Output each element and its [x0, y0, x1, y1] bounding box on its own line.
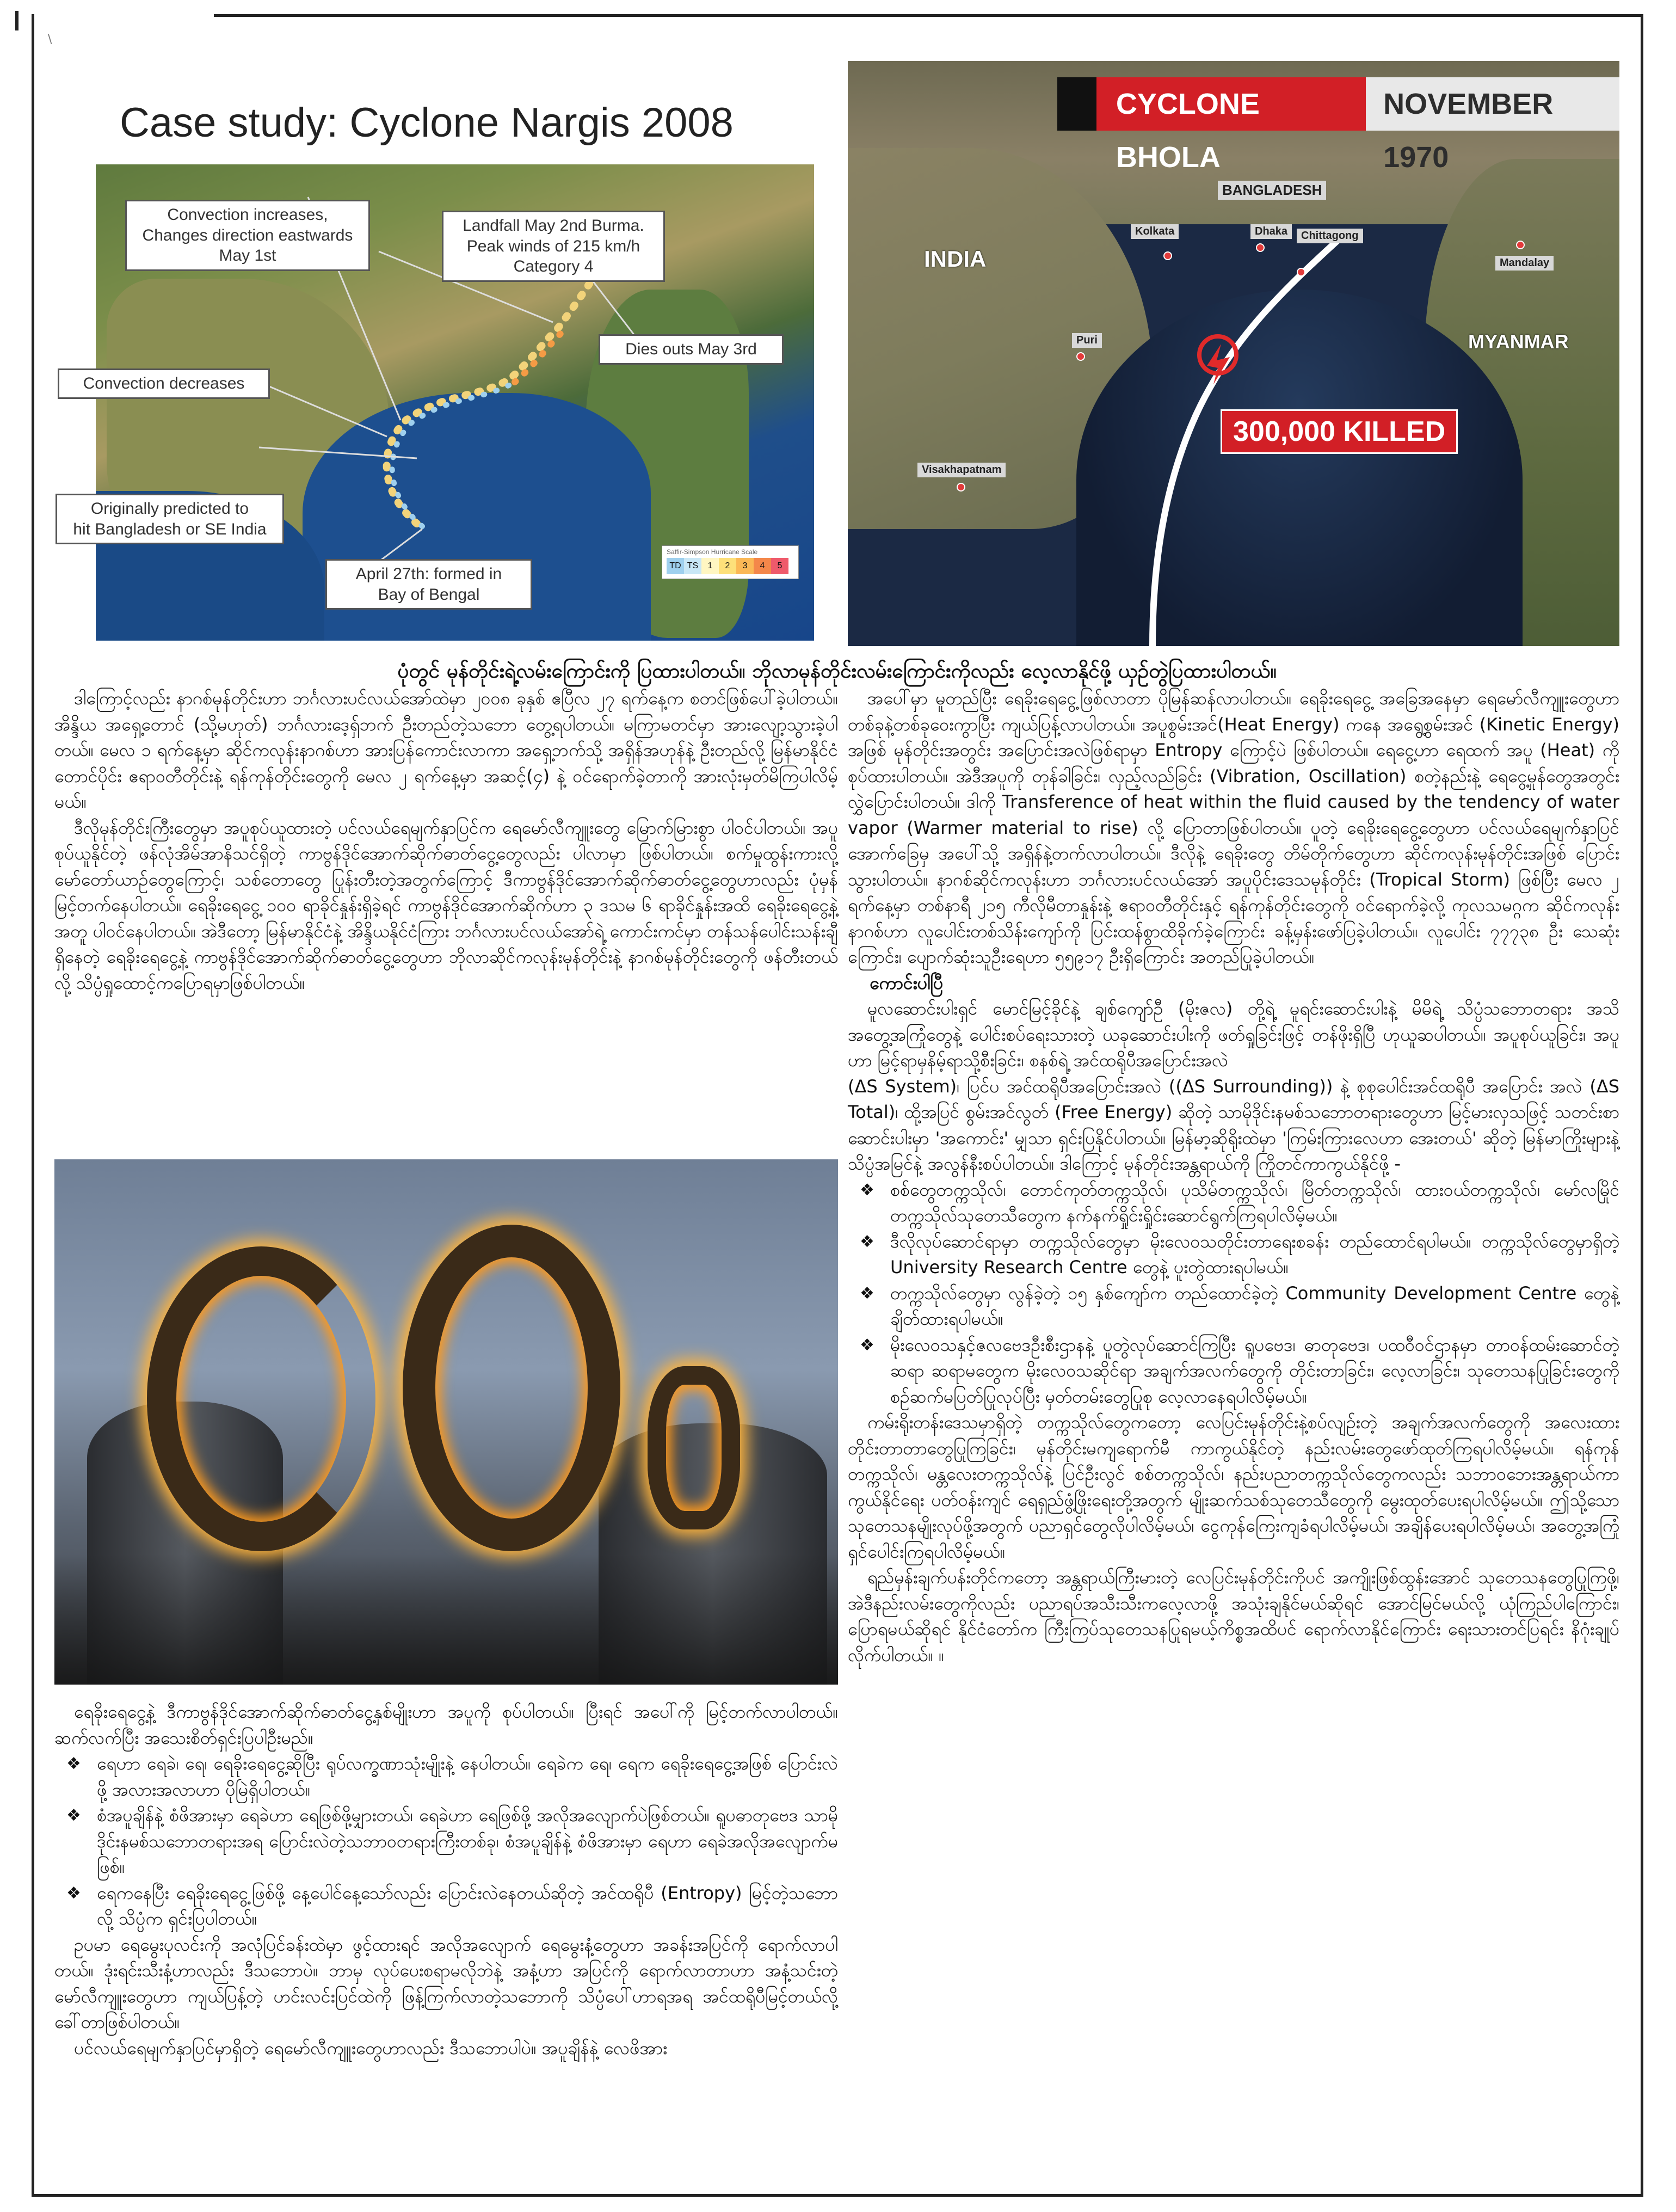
right-bullet: ❖ တက္ကသိုလ်တွေမှာ လွန်ခဲ့တဲ့ ၁၅ နှစ်ကျော်က တည်ထောင်ခဲ့တဲ့ Community Development Centre တွေနဲ့ ချိတ်ထားရပါမယ်။ [848, 1281, 1619, 1332]
legend-cat5: 5 [771, 558, 788, 574]
callout-landfall: Landfall May 2nd Burma. Peak winds of 215 km/h Category 4 [442, 211, 665, 282]
left-paragraph-4: ဥပမာ ရေမွေးပုလင်းကို အလုံပြင်ခန်းထဲမှာ ဖွင့်ထားရင် အလိုအလျောက် ရေမွေးနံ့တွေဟာ အခန်းအပြင်ကို ရောက်လာပါတယ်။ ဒုံးရင်းသီးနံ့ဟာလည်း ဒီသဘောပဲ။ ဘာမှ လုပ်ပေးစရာမလိုဘဲနဲ့ အနံ့ဟာ အပြင်ကို ရောက်လာတာဟာ အနံ့သင်းတဲ့မော်လီကျူးတွေဟာ ကျယ်ပြန့်တဲ့ ဟင်းလင်းပြင်ထဲကို ဖြန့်ကြက်လာတဲ့သဘောကို သိပ္ပံပေါ်ဟာရအရ အင်ထရိုပီမြင့်တယ်လို့ ခေါ်တာဖြစ်ပါတယ်။ [54, 1934, 838, 2032]
co2-photo [54, 1159, 838, 1685]
legend-cat4: 4 [754, 558, 771, 574]
fire-letter-2 [648, 1366, 740, 1529]
nargis-figure [54, 61, 816, 646]
bhola-name: CYCLONE BHOLA [1096, 77, 1366, 131]
figure-caption: ပုံတွင် မုန်တိုင်းရဲ့လမ်းကြောင်းကို ပြထားပါတယ်။ ဘိုလာမုန်တိုင်းလမ်းကြောင်းကိုလည်း လေ့လာနိုင်ဖို့ ယှဉ်တွဲပြထားပါတယ်။ [397, 659, 1277, 683]
right-paragraph-1: အပေါ်မှာ မူတည်ပြီး ရေခိုးရေငွေ့ဖြစ်လာတာ ပိုမြန်ဆန်လာပါတယ်။ ရေခိုးရေငွေ့ အခြေအနေမှာ ရေမော်လီကျူးတွေဟာ တစ်ခုနဲ့တစ်ခုဝေးကွာပြီး ကျယ်ပြန့်လာပါတယ်။ အပူစွမ်းအင်(Heat Energy) ကနေ အရွေ့စွမ်းအင် (Kinetic Energy) အဖြစ် မုန်တိုင်းအတွင်း အပြောင်းအလဲဖြစ်ရာမှာ Entropy ကြောင့်ပဲ ဖြစ်ပါတယ်။ ရေငွေ့ဟာ ရေထက် အပူ (Heat) ကို စုပ်ထားပါတယ်။ အဲဒီအပူကို တုန်ခါခြင်း၊ လှည့်လည်ခြင်း (Vibration, Oscillation) စတဲ့နည်းနဲ့ ရေငွေ့မှုန်တွေအတွင်း လွှဲပြောင်းပါတယ်။ ဒါကို Transference of heat within the fluid caused by the tendency of water vapor (Warmer material to rise) လို့ ပြောတာဖြစ်ပါတယ်။ ပူတဲ့ ရေခိုးရေငွေ့တွေဟာ ပင်လယ်ရေမျက်နှာပြင် အောက်ခြေမှ အပေါ်သို့ အရှိန်နဲ့တက်လာပါတယ်။ ဒီလိုနဲ့ ရေခိုးတွေ တိမ်တိုက်တွေဟာ ဆိုင်ကလုန်းမုန်တိုင်းအဖြစ် ပြောင်းသွားပါတယ်။ နာဂစ်ဆိုင်ကလုန်းဟာ ဘင်္ဂလားပင်လယ်အော် အပူပိုင်းဒေသမုန်တိုင်း (Tropical Storm) ဖြစ်ပြီး မေလ ၂ ရက်နေ့မှာ တစ်နာရီ ၂၁၅ ကီလိုမီတာနှုန်းနဲ့ ဧရာဝတီတိုင်းနှင့် ရန်ကုန်တိုင်းတွေကို ဝင်ရောက်ခဲ့လို့ ကုလသမဂ္ဂက ဆိုင်ကလုန်းနာဂစ်ဟာ လူပေါင်းတစ်သိန်းကျော်ကို ပြင်းထန်စွာထိခိုက်ခဲ့ကြောင်း ခန့်မှန်းဖော်ပြခဲ့ပါတယ်။ လူပေါင်း ၇၇၇၃၈ ဦး သေဆုံးကြောင်း၊ ပျောက်ဆုံးသူဦးရေဟာ ၅၅၉၁၇ ဦးရှိကြောင်း အတည်ပြုခဲ့ပါတယ်။ [848, 688, 1619, 967]
right-heading: ကောင်းပါပြီ [870, 972, 944, 993]
callout-may1: Convection increases, Changes direction eastwards May 1st [125, 200, 370, 271]
right-bullet-list [848, 1177, 1619, 1410]
right-column [848, 686, 1619, 1668]
bhola-header [1057, 77, 1619, 174]
left-column [54, 686, 838, 996]
legend-td: TD [667, 558, 684, 574]
label-myanmar: MYANMAR [1468, 330, 1569, 353]
left-paragraph-5: ပင်လယ်ရေမျက်နှာပြင်မှာရှိတဲ့ ရေမော်လီကျူးတွေဟာလည်း ဒီသဘောပါပဲ။ အပူချိန်နဲ့ လေဖိအား [74, 2037, 668, 2059]
right-paragraph-3: ကမ်းရိုးတန်းဒေသမှာရှိတဲ့ တက္ကသိုလ်တွေကတော့ လေပြင်းမုန်တိုင်းနဲ့စပ်လျဉ်းတဲ့ အချက်အလက်တွေကို အလေးထားတိုင်းတာတာတွေပြုကြခြင်း၊ မုန်တိုင်းမကျရောက်မီ ကာကွယ်နိုင်တဲ့ နည်းလမ်းတွေဖော်ထုတ်ကြရပါလိမ့်မယ်။ ရန်ကုန်တက္ကသိုလ်၊ မန္တလေးတက္ကသိုလ်နဲ့ ပြင်ဦးလွင် စစ်တက္ကသိုလ်၊ နည်းပညာတက္ကသိုလ်တွေကလည်း သဘာဝဘေးအန္တရာယ်ကာကွယ်နိုင်ရေး ပတ်ဝန်းကျင် ရေရှည်ဖွံ့ဖြိုးရေးတို့အတွက် မျိုးဆက်သစ်သုတေသီတွေကို မွေးထုတ်ပေးရပါလိမ့်မယ်။ ဤသို့သော သုတေသနမျိုးလုပ်ဖို့အတွက် ပညာရှင်တွေလိုပါလိမ့်မယ်၊ ငွေကုန်ကြေးကျခံရပါလိမ့်မယ်၊ အချိန်ပေးရပါလိမ့်မယ်၊ အတွေ့အကြုံရှင်ပေါင်းကြရပါလိမ့်မယ်။ [848, 1412, 1619, 1562]
fire-letter-c [147, 1246, 375, 1551]
left-bullet: ❖ စံအပူချိန်နဲ့ စံဖိအားမှာ ရေခဲဟာ ရေဖြစ်ဖို့မျှားတယ်၊ ရေခဲဟာ ရေဖြစ်ဖို့ အလိုအလျောက်ပဲဖြစ်တယ်။ ရူပဓာတုဗေဒ သာမိုဒိုင်းနမစ်သဘောတရားအရ ပြောင်းလဲတဲ့သဘာဝတရားကြီးတစ်ခု၊ စံအပူချိန်နဲ့ စံဖိအားမှာ ရေဟာ ရေခဲအလိုအလျောက်မဖြစ်။ [54, 1803, 838, 1881]
callout-original-prediction: Originally predicted to hit Bangladesh or SE India [56, 494, 284, 544]
label-india: INDIA [924, 246, 987, 272]
corner-mark [15, 11, 26, 30]
legend-ts: TS [684, 558, 701, 574]
legend-cat2: 2 [719, 558, 736, 574]
nargis-legend-title: Saffir-Simpson Hurricane Scale [667, 548, 758, 556]
legend-cat1: 1 [701, 558, 719, 574]
label-dhaka: Dhaka [1250, 224, 1292, 239]
bhola-track [848, 61, 1619, 646]
callout-convection-decreases: Convection decreases [58, 368, 270, 399]
right-bullet: ❖ စစ်တွေတက္ကသိုလ်၊ တောင်ကုတ်တက္ကသိုလ်၊ ပုသိမ်တက္ကသိုလ်၊ မြိတ်တက္ကသိုလ်၊ ထားဝယ်တက္ကသိုလ်၊ မော်လမြိုင်တက္ကသိုလ်သုတေသီတွေက နက်နက်ရှိုင်းရှိုင်းဆောင်ရွက်ကြရပါလိမ့်မယ်။ [848, 1177, 1619, 1229]
left-paragraph-3: ရေခိုးရေငွေ့နဲ့ ဒီကာဗွန်ဒိုင်အောက်ဆိုက်ဓာတ်ငွေ့နှစ်မျိုးဟာ အပူကို စုပ်ပါတယ်။ ပြီးရင် အပေါ်ကို မြင့်တက်လာပါတယ်။ ဆက်လက်ပြီး အသေးစိတ်ရှင်းပြပါဦးမည်။ [54, 1701, 838, 1748]
legend-cat3: 3 [736, 558, 754, 574]
bhola-date: NOVEMBER 1970 [1366, 77, 1619, 131]
left-bullet: ❖ ရေဟာ ရေခဲ၊ ရေ၊ ရေခိုးရေငွေ့ဆိုပြီး ရုပ်လက္ခဏာသုံးမျိုးနဲ့ နေပါတယ်။ ရေခဲက ရေ၊ ရေက ရေခိုးရေငွေ့အဖြစ် ပြောင်းလဲဖို့ အလားအလာဟာ ပိုမြဲရှိပါတယ်။ [54, 1751, 838, 1803]
nargis-legend [662, 545, 799, 579]
label-puri: Puri [1072, 333, 1102, 348]
right-paragraph-2: မူလဆောင်းပါးရှင် မောင်မြင့်ခိုင်နဲ့ ချစ်ကျော်ဦ (မိုးဇလ) တို့ရဲ့ မူရင်းဆောင်းပါးနဲ့ မိမိရဲ့ သိပ္ပံသဘောတရား အသိ အတွေ့အကြုံတွေနဲ့ ပေါင်းစပ်ရေးသားတဲ့ ယခုဆောင်းပါးကို ဖတ်ရှုခြင်းဖြင့် တန်ဖိုးရှိပြီ ဟုယူဆပါတယ်။ အပူစုပ်ယူခြင်း၊ အပူဟာ မြင့်ရာမှနိမ့်ရာသို့စီးခြင်း၊ စနစ်ရဲ့ အင်ထရိုပီအပြောင်းအလဲ [848, 998, 1619, 1071]
nargis-title: Case study: Cyclone Nargis 2008 [120, 100, 734, 146]
label-mandalay: Mandalay [1495, 256, 1554, 271]
left-bullet-list [54, 1751, 838, 1932]
killed-banner: 300,000 KILLED [1221, 409, 1458, 454]
label-kolkata: Kolkata [1131, 224, 1179, 239]
left-column-continued [54, 1699, 838, 2061]
callout-formed: April 27th: formed in Bay of Bengal [325, 559, 532, 610]
right-paragraph-2b: (ΔS System)၊ ပြင်ပ အင်ထရိုပီအပြောင်းအလဲ ((ΔS Surrounding)) နဲ့ စုစုပေါင်းအင်ထရိုပီ အပြောင်း အလဲ (ΔS Total)၊ ထို့အပြင် စွမ်းအင်လွတ် (Free Energy) ဆိုတဲ့ သာမိုဒိုင်းနမစ်သဘောတရားတွေဟာ မြင့်မားလှသဖြင့် သတင်းစာဆောင်းပါးမှာ 'အကောင်း' မျှသာ ရှင်းပြနိုင်ပါတယ်။ မြန်မာ့ဆိုရိုးထဲမှာ 'ကြမ်းကြားလေဟာ အေးတယ်' ဆိုတဲ့ မြန်မာကြိုးများနဲ့ သိပ္ပံအမြင်နဲ့ အလွန်နီးစပ်ပါတယ်။ ဒါကြောင့် မုန်တိုင်းအန္တရာယ်ကို ကြိုတင်ကာကွယ်နိုင်ဖို့ - [848, 1076, 1619, 1174]
left-paragraph-1: ဒါကြောင့်လည်း နာဂစ်မုန်တိုင်းဟာ ဘင်္ဂလားပင်လယ်အော်ထဲမှာ ၂၀၀၈ ခုနှစ် ဧပြီလ ၂၇ ရက်နေ့က စတင်ဖြစ်ပေါ်ခဲ့ပါတယ်။ အိန္ဒိယ အရှေ့တောင် (သို့မဟုတ်) ဘင်္ဂလားဒေ့ရှ်ဘက် ဦးတည်တဲ့သဘော တွေ့ရပါတယ်။ မကြာမတင်မှာ အားလျော့သွားခဲ့ပါတယ်။ မေလ ၁ ရက်နေ့မှာ ဆိုင်ကလုန်းနာဂစ်ဟာ အားပြန်ကောင်းလာကာ အရှေ့ဘက်သို့ အရှိန်အဟုန်နဲ့ ဦးတည်လို့ မြန်မာနိုင်ငံတောင်ပိုင်း ဧရာဝတီတိုင်းနဲ့ ရန်ကုန်တိုင်းတွေကို မေလ ၂ ရက်နေ့မှာ အဆင့်(၄) နဲ့ ဝင်ရောက်ခဲ့တာကို အားလုံးမှတ်မိကြပါလိမ့်မယ်။ [54, 688, 839, 812]
left-bullet: ❖ ရေကနေပြီး ရေခိုးရေငွေ့ဖြစ်ဖို့ နေ့ပေါင်နေ့သော်လည်း ပြောင်းလဲနေတယ်ဆိုတဲ့ အင်ထရိုပီ (Entropy) မြင့်တဲ့သဘောလို့ သိပ္ပံက ရှင်းပြပါတယ်။ [54, 1881, 838, 1932]
label-visakhapatnam: Visakhapatnam [917, 463, 1006, 477]
right-paragraph-4: ရည်မှန်းချက်ပန်းတိုင်ကတော့ အန္တရာယ်ကြီးမားတဲ့ လေပြင်းမုန်တိုင်းကိုပင် အကျိုးဖြစ်ထွန်းအောင် သုတေသနတွေပြုကြဖို့၊ အဲဒီနည်းလမ်းတွေကိုလည်း ပညာရပ်အသီးသီးကလေ့လာဖို့ အသုံးချနိုင်မယ်ဆိုရင် အောင်မြင်မယ်လို့ ယုံကြည်ပါကြောင်း၊ ပြောရမယ်ဆိုရင် နိုင်ငံတော်က ကြီးကြပ်သုတေသနပြုရမယ့်ကိစ္စအထိပင် ရောက်လာနိုင်ကြောင်း ရေးသားတင်ပြရင်း နိဂုံးချုပ်လိုက်ပါတယ်။ ။ [848, 1567, 1619, 1666]
page-mark: \ [48, 33, 52, 46]
right-bullet: ❖ မိုးလေဝသနှင့်ဇလဗေဒဦးစီးဌာနနဲ့ ပူတွဲလုပ်ဆောင်ကြပြီး ရူပဗေဒ၊ ဓာတုဗေဒ၊ ပထဝီဝင်ဌာနမှာ တာဝန်ထမ်းဆောင်တဲ့ ဆရာ ဆရာမတွေက မိုးလေဝသဆိုင်ရာ အချက်အလက်တွေကို တိုင်းတာခြင်း၊ လေ့လာခြင်း၊ သုတေသနပြုခြင်းတွေကို စဉ်ဆက်မပြတ်ပြုလုပ်ပြီး မှတ်တမ်းတွေပြုစု လေ့လာနေရပါလိမ့်မယ်။ [848, 1332, 1619, 1410]
label-chittagong: Chittagong [1297, 229, 1363, 243]
bhola-figure [848, 61, 1619, 646]
left-paragraph-2: ဒီလိုမုန်တိုင်းကြီးတွေမှာ အပူစုပ်ယူထားတဲ့ ပင်လယ်ရေမျက်နှာပြင်က ရေမော်လီကျူးတွေ မြောက်မြားစွာ ပါဝင်ပါတယ်။ အပူစုပ်ယူနိုင်တဲ့ ဖန်လုံအိမ်အာနိသင်ရှိတဲ့ ကာဗွန်ဒိုင်အောက်ဆိုက်ဓာတ်ငွေ့တွေလည်း ပါလာမှာ ဖြစ်ပါတယ်။ စက်မှုထွန်းကားလို့ မော်တော်ယာဉ်တွေကြောင့်၊ သစ်တောတွေ ပြုန်းတီးတဲ့အတွက်ကြောင့် ဒီကာဗွန်ဒိုင်အောက်ဆိုက်ဓာတ်ငွေ့တွေဟာလည်း ပုံမှန်မြင့်တက်နေပါတယ်။ ရေခိုးရေငွေ့ ၁၀၀ ရာခိုင်နှုန်းရှိခဲ့ရင် ကာဗွန်ဒိုင်အောက်ဆိုက်ဟာ ၃ ဒသမ ၆ ရာခိုင်နှုန်းအထိ ရေခိုးရေငွေ့နဲ့အတူ ပါဝင်နေပါတယ်။ အဲဒီတော့ မြန်မာနိုင်ငံနဲ့ အိန္ဒိယနိုင်ငံကြား ဘင်္ဂလားပင်လယ်အော်ရဲ့ ကောင်းကင်မှာ တန်သန်ပေါင်းသန်းချီရှိနေတဲ့ ရေခိုးရေငွေ့နဲ့ ကာဗွန်ဒိုင်အောက်ဆိုက်ဓာတ်ငွေ့တွေဟာ ဘိုလာဆိုင်ကလုန်းမုန်တိုင်းနဲ့ နာဂစ်မုန်တိုင်းတွေကို ဖန်တီးတယ်လို့ သိပ္ပံရှုထောင့်ကပြောရမှာဖြစ်ပါတယ်။ [54, 817, 838, 993]
label-bangladesh: BANGLADESH [1218, 181, 1326, 200]
callout-dies-out: Dies outs May 3rd [599, 334, 784, 365]
fire-letter-o [403, 1225, 620, 1551]
right-bullet: ❖ ဒီလိုလုပ်ဆောင်ရာမှာ တက္ကသိုလ်တွေမှာ မိုးလေဝသတိုင်းတာရေးစခန်း တည်ထောင်ရပါမယ်။ တက္ကသိုလ်တွေမှာရှိတဲ့ University Research Centre တွေနဲ့ ပူးတွဲထားရပါမယ်။ [848, 1229, 1619, 1281]
